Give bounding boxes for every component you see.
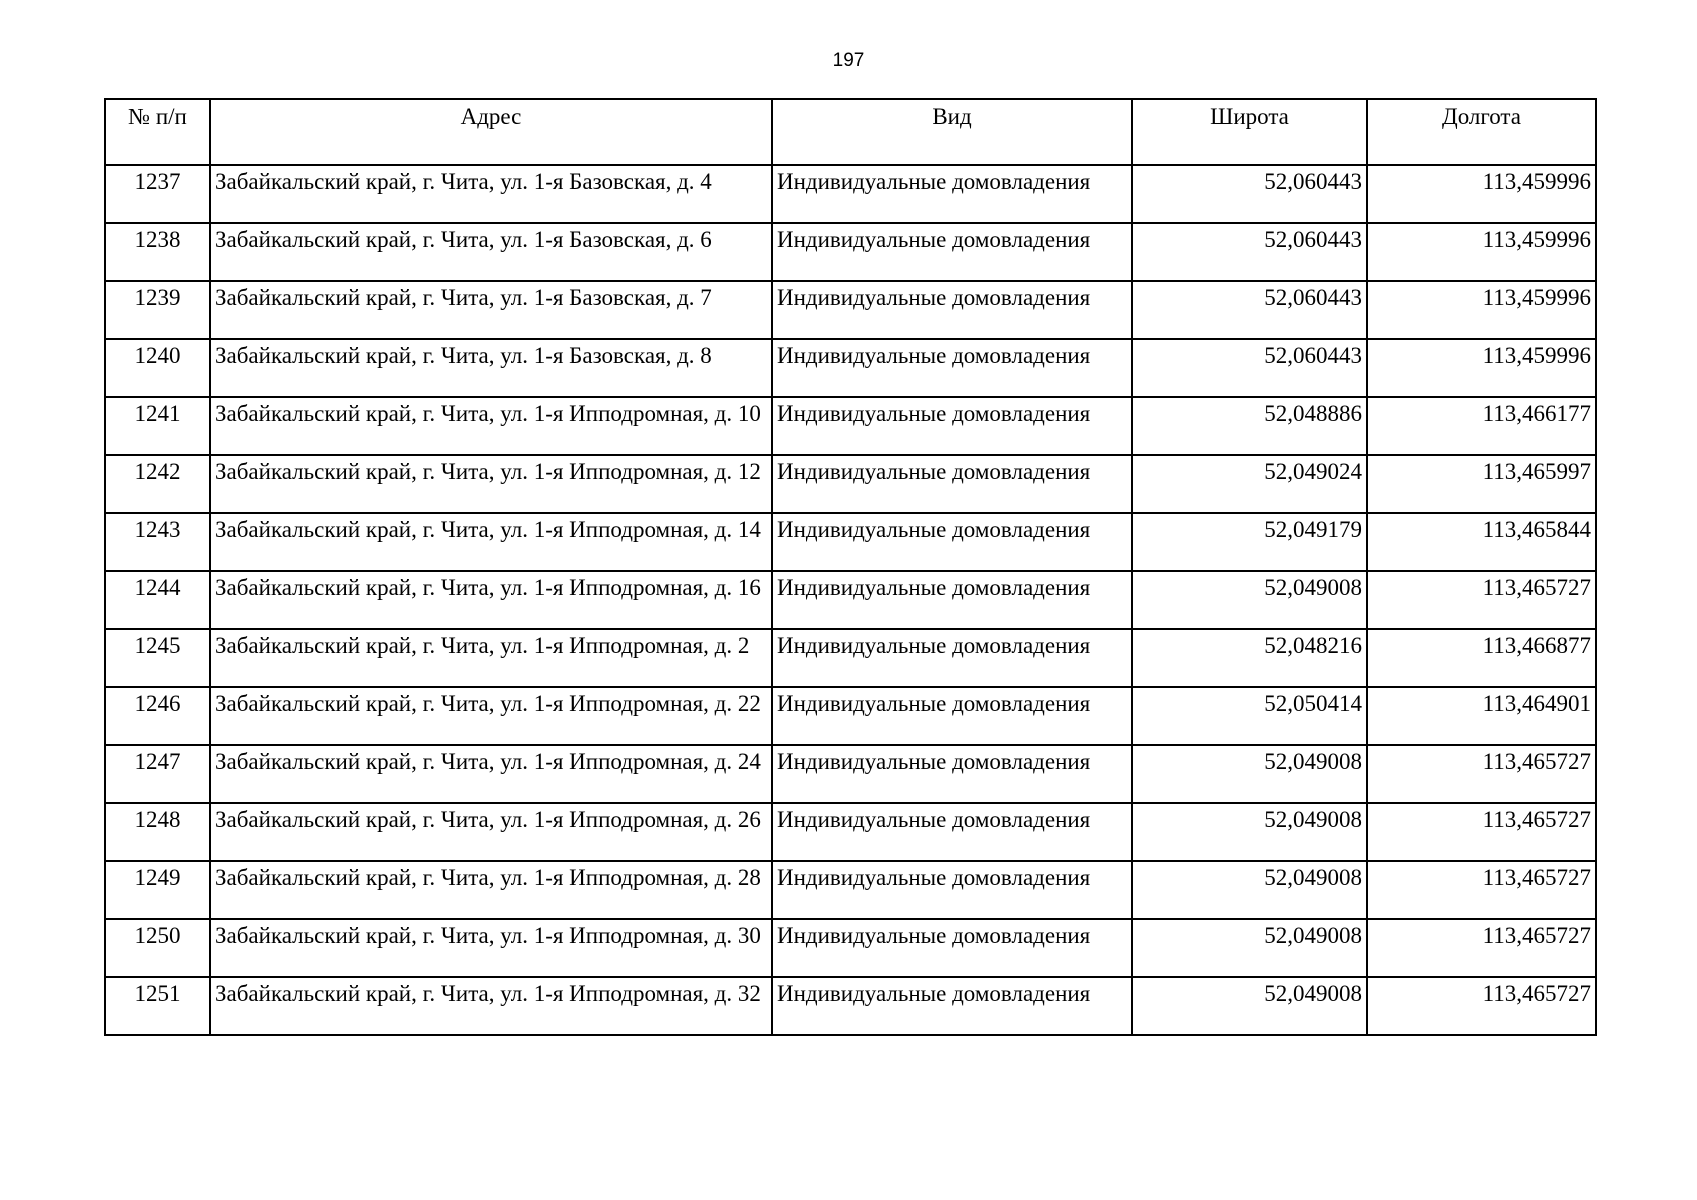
kind-cell: Индивидуальные домовладения bbox=[772, 803, 1132, 861]
kind-cell: Индивидуальные домовладения bbox=[772, 977, 1132, 1035]
table-row bbox=[105, 513, 1596, 571]
row-number: 1251 bbox=[105, 977, 210, 1035]
table-row bbox=[105, 281, 1596, 339]
address-cell: Забайкальский край, г. Чита, ул. 1-я Ипподромная, д. 24 bbox=[210, 745, 772, 803]
header-latitude: Широта bbox=[1132, 99, 1367, 165]
longitude-cell: 113,459996 bbox=[1367, 281, 1596, 339]
latitude-cell: 52,049008 bbox=[1132, 919, 1367, 977]
longitude-cell: 113,459996 bbox=[1367, 223, 1596, 281]
row-number: 1244 bbox=[105, 571, 210, 629]
latitude-cell: 52,060443 bbox=[1132, 165, 1367, 223]
header-kind: Вид bbox=[772, 99, 1132, 165]
row-number: 1240 bbox=[105, 339, 210, 397]
table-row bbox=[105, 919, 1596, 977]
latitude-cell: 52,060443 bbox=[1132, 223, 1367, 281]
kind-cell: Индивидуальные домовладения bbox=[772, 455, 1132, 513]
address-cell: Забайкальский край, г. Чита, ул. 1-я Ипподромная, д. 28 bbox=[210, 861, 772, 919]
table-header-row bbox=[105, 99, 1596, 165]
longitude-cell: 113,465727 bbox=[1367, 745, 1596, 803]
kind-cell: Индивидуальные домовладения bbox=[772, 513, 1132, 571]
kind-cell: Индивидуальные домовладения bbox=[772, 281, 1132, 339]
table-row bbox=[105, 977, 1596, 1035]
address-table bbox=[104, 98, 1597, 1036]
longitude-cell: 113,465727 bbox=[1367, 977, 1596, 1035]
table-row bbox=[105, 687, 1596, 745]
header-num: № п/п bbox=[105, 99, 210, 165]
table-row bbox=[105, 455, 1596, 513]
address-cell: Забайкальский край, г. Чита, ул. 1-я Ипподромная, д. 22 bbox=[210, 687, 772, 745]
longitude-cell: 113,464901 bbox=[1367, 687, 1596, 745]
table-row bbox=[105, 165, 1596, 223]
address-cell: Забайкальский край, г. Чита, ул. 1-я Ипподромная, д. 14 bbox=[210, 513, 772, 571]
latitude-cell: 52,049008 bbox=[1132, 571, 1367, 629]
table-row bbox=[105, 745, 1596, 803]
row-number: 1239 bbox=[105, 281, 210, 339]
table-row bbox=[105, 629, 1596, 687]
latitude-cell: 52,049024 bbox=[1132, 455, 1367, 513]
latitude-cell: 52,049008 bbox=[1132, 803, 1367, 861]
address-cell: Забайкальский край, г. Чита, ул. 1-я Ипподромная, д. 26 bbox=[210, 803, 772, 861]
address-cell: Забайкальский край, г. Чита, ул. 1-я Базовская, д. 8 bbox=[210, 339, 772, 397]
latitude-cell: 52,049008 bbox=[1132, 745, 1367, 803]
row-number: 1237 bbox=[105, 165, 210, 223]
latitude-cell: 52,049008 bbox=[1132, 861, 1367, 919]
address-cell: Забайкальский край, г. Чита, ул. 1-я Ипподромная, д. 2 bbox=[210, 629, 772, 687]
longitude-cell: 113,465727 bbox=[1367, 919, 1596, 977]
header-address: Адрес bbox=[210, 99, 772, 165]
kind-cell: Индивидуальные домовладения bbox=[772, 165, 1132, 223]
latitude-cell: 52,060443 bbox=[1132, 339, 1367, 397]
table-row bbox=[105, 571, 1596, 629]
longitude-cell: 113,459996 bbox=[1367, 165, 1596, 223]
row-number: 1246 bbox=[105, 687, 210, 745]
latitude-cell: 52,049179 bbox=[1132, 513, 1367, 571]
row-number: 1248 bbox=[105, 803, 210, 861]
row-number: 1250 bbox=[105, 919, 210, 977]
address-cell: Забайкальский край, г. Чита, ул. 1-я Базовская, д. 6 bbox=[210, 223, 772, 281]
header-longitude: Долгота bbox=[1367, 99, 1596, 165]
row-number: 1238 bbox=[105, 223, 210, 281]
longitude-cell: 113,465844 bbox=[1367, 513, 1596, 571]
kind-cell: Индивидуальные домовладения bbox=[772, 223, 1132, 281]
longitude-cell: 113,459996 bbox=[1367, 339, 1596, 397]
address-cell: Забайкальский край, г. Чита, ул. 1-я Ипподромная, д. 10 bbox=[210, 397, 772, 455]
latitude-cell: 52,049008 bbox=[1132, 977, 1367, 1035]
row-number: 1247 bbox=[105, 745, 210, 803]
address-cell: Забайкальский край, г. Чита, ул. 1-я Базовская, д. 4 bbox=[210, 165, 772, 223]
latitude-cell: 52,060443 bbox=[1132, 281, 1367, 339]
table-row bbox=[105, 223, 1596, 281]
page-number: 197 bbox=[832, 50, 865, 71]
longitude-cell: 113,466177 bbox=[1367, 397, 1596, 455]
longitude-cell: 113,466877 bbox=[1367, 629, 1596, 687]
address-cell: Забайкальский край, г. Чита, ул. 1-я Ипподромная, д. 32 bbox=[210, 977, 772, 1035]
kind-cell: Индивидуальные домовладения bbox=[772, 339, 1132, 397]
latitude-cell: 52,048216 bbox=[1132, 629, 1367, 687]
longitude-cell: 113,465727 bbox=[1367, 861, 1596, 919]
longitude-cell: 113,465727 bbox=[1367, 803, 1596, 861]
address-cell: Забайкальский край, г. Чита, ул. 1-я Ипподромная, д. 12 bbox=[210, 455, 772, 513]
table-row bbox=[105, 397, 1596, 455]
kind-cell: Индивидуальные домовладения bbox=[772, 919, 1132, 977]
kind-cell: Индивидуальные домовладения bbox=[772, 687, 1132, 745]
kind-cell: Индивидуальные домовладения bbox=[772, 745, 1132, 803]
longitude-cell: 113,465997 bbox=[1367, 455, 1596, 513]
kind-cell: Индивидуальные домовладения bbox=[772, 571, 1132, 629]
address-cell: Забайкальский край, г. Чита, ул. 1-я Базовская, д. 7 bbox=[210, 281, 772, 339]
table-row bbox=[105, 861, 1596, 919]
row-number: 1241 bbox=[105, 397, 210, 455]
latitude-cell: 52,048886 bbox=[1132, 397, 1367, 455]
table-row bbox=[105, 803, 1596, 861]
address-cell: Забайкальский край, г. Чита, ул. 1-я Ипподромная, д. 16 bbox=[210, 571, 772, 629]
row-number: 1242 bbox=[105, 455, 210, 513]
longitude-cell: 113,465727 bbox=[1367, 571, 1596, 629]
row-number: 1243 bbox=[105, 513, 210, 571]
kind-cell: Индивидуальные домовладения bbox=[772, 861, 1132, 919]
table-row bbox=[105, 339, 1596, 397]
address-cell: Забайкальский край, г. Чита, ул. 1-я Ипподромная, д. 30 bbox=[210, 919, 772, 977]
kind-cell: Индивидуальные домовладения bbox=[772, 629, 1132, 687]
row-number: 1245 bbox=[105, 629, 210, 687]
row-number: 1249 bbox=[105, 861, 210, 919]
latitude-cell: 52,050414 bbox=[1132, 687, 1367, 745]
table-body bbox=[105, 165, 1596, 1035]
kind-cell: Индивидуальные домовладения bbox=[772, 397, 1132, 455]
